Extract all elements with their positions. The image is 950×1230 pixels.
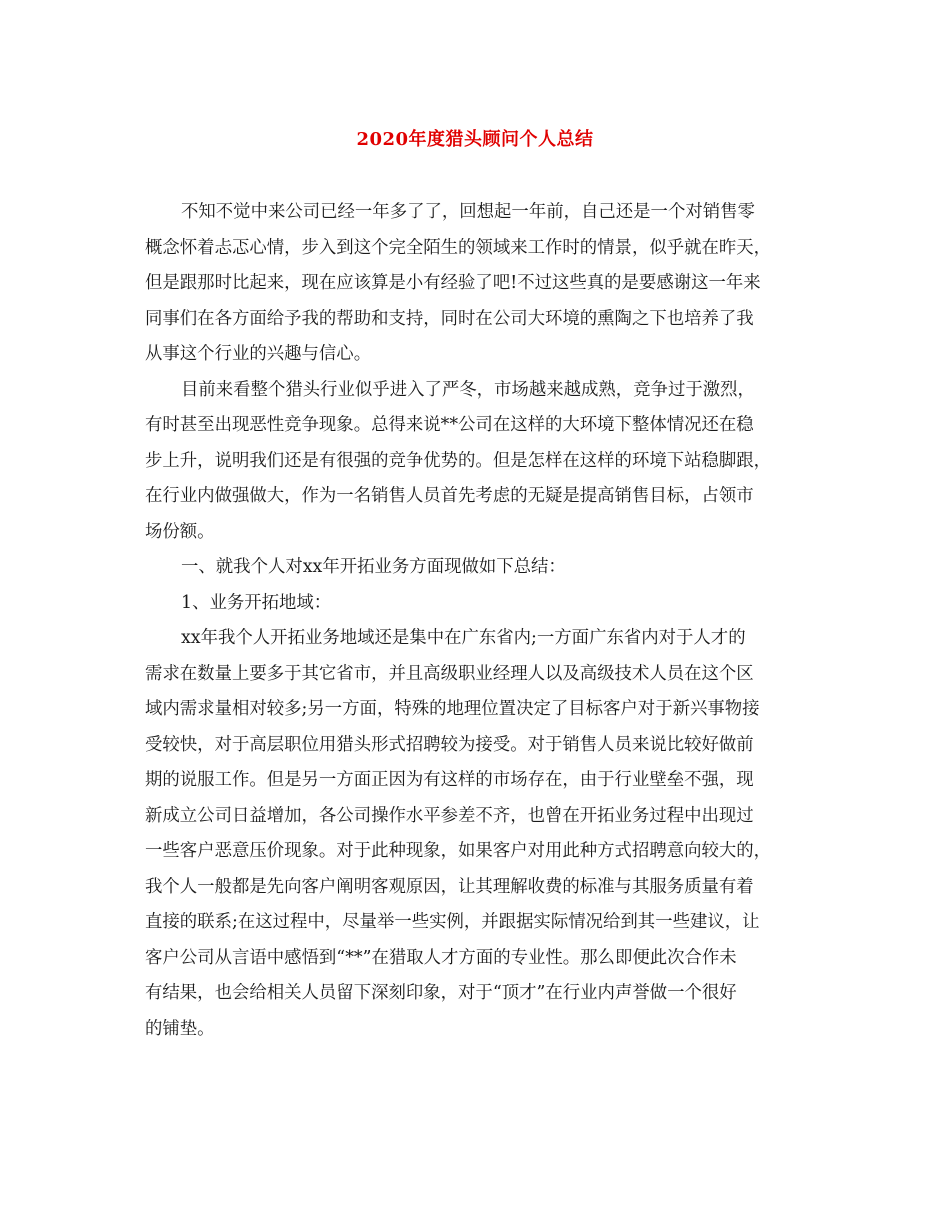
body-text-line: 目前来看整个猎头行业似乎进入了严冬，市场越来越成熟，竞争过于激烈，: [181, 379, 755, 400]
body-text-line: 我个人一般都是先向客户阐明客观原因，让其理解收费的标准与其服务质量有着: [145, 876, 754, 897]
body-text-line: 有结果，也会给相关人员留下深刻印象，对于“顶才”在行业内声誉做一个很好: [145, 983, 737, 1003]
body-text-line: 但是跟那时比起来，现在应该算是小有经验了吧!不过这些真的是要感谢这一年来: [145, 273, 761, 293]
body-text-line: 新成立公司日益增加，各公司操作水平参差不齐，也曾在开拓业务过程中出现过: [145, 805, 754, 826]
body-text-line: 场份额。: [145, 521, 215, 542]
body-text-line: 需求在数量上要多于其它省市，并且高级职业经理人以及高级技术人员在这个区: [145, 663, 754, 684]
body-text-line: 不知不觉中来公司已经一年多了了，回想起一年前，自己还是一个对销售零: [181, 202, 755, 222]
body-text-line: 的铺垫。: [145, 1018, 215, 1039]
body-text-line: 一些客户恶意压价现象。对于此种现象，如果客户对用此种方式招聘意向较大的，: [145, 841, 772, 861]
body-text-line: 同事们在各方面给予我的帮助和支持，同时在公司大环境的熏陶之下也培养了我: [145, 308, 754, 329]
body-text-line: 直接的联系;在这过程中，尽量举一些实例，并跟据实际情况给到其一些建议，让: [145, 912, 760, 932]
body-text-line: 概念怀着忐忑心情，步入到这个完全陌生的领域来工作时的情景，似乎就在昨天，: [145, 237, 772, 258]
body-text-line: xx年我个人开拓业务地域还是集中在广东省内;一方面广东省内对于人才的: [181, 628, 746, 648]
body-text-line: 1、业务开拓地域：: [181, 592, 332, 613]
body-text-line: 在行业内做强做大，作为一名销售人员首先考虑的无疑是提高销售目标，占领市: [145, 486, 754, 506]
body-text-line: 一、就我个人对xx年开拓业务方面现做如下总结：: [181, 557, 566, 577]
body-text-line: 有时甚至出现恶性竞争现象。总得来说**公司在这样的大环境下整体情况还在稳: [145, 415, 754, 435]
body-text-line: 域内需求量相对较多;另一方面，特殊的地理位置决定了目标客户对于新兴事物接: [145, 699, 760, 719]
body-text-line: 受较快，对于高层职位用猎头形式招聘较为接受。对于销售人员来说比较好做前: [145, 734, 754, 755]
body-text-line: 客户公司从言语中感悟到“**”在猎取人才方面的专业性。那么即便此次合作未: [145, 947, 737, 968]
document-body: [145, 195, 807, 1047]
body-text-line: 步上升，说明我们还是有很强的竞争优势的。但是怎样在这样的环境下站稳脚跟，: [145, 450, 772, 471]
document-title: 2020年度猎头顾问个人总结: [356, 129, 594, 150]
body-text-line: 从事这个行业的兴趣与信心。: [145, 344, 372, 364]
body-text-line: 期的说服工作。但是另一方面正因为有这样的市场存在，由于行业壁垒不强，现: [145, 770, 754, 790]
